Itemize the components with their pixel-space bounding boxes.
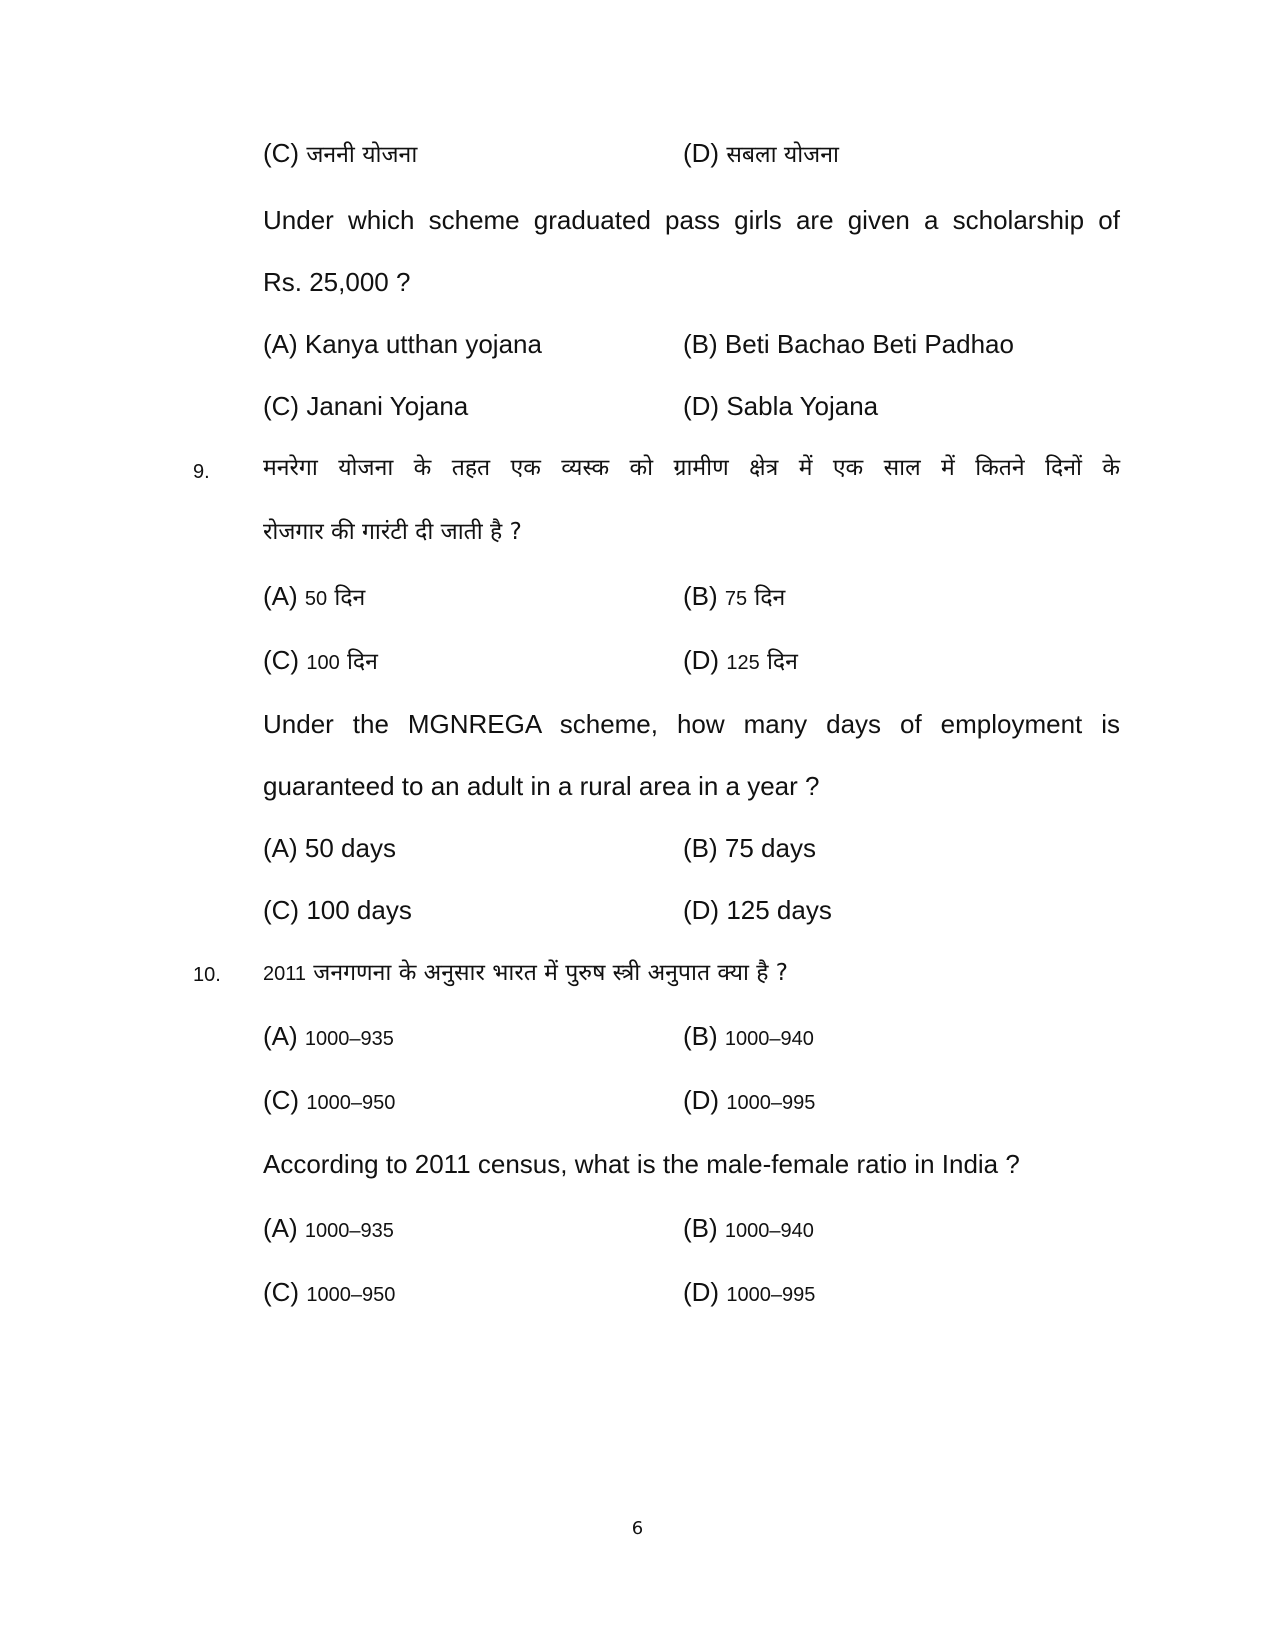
- option-value: 1000–995: [726, 1092, 816, 1114]
- option-label: (D): [683, 1277, 720, 1307]
- question-number-10: 10.: [193, 964, 221, 986]
- option-value: 1000–950: [306, 1092, 396, 1114]
- option-text: सबला योजना: [726, 142, 839, 168]
- option-number: 125: [726, 652, 760, 674]
- q9-hindi-option-a: [263, 580, 365, 615]
- option-label: (C): [263, 138, 300, 168]
- option-label: (C): [263, 1085, 300, 1115]
- q9-english-option-a: (A) 50 days: [263, 833, 396, 863]
- option-text: जननी योजना: [306, 142, 418, 168]
- option-value: 1000–940: [724, 1028, 814, 1050]
- option-value: 1000–935: [304, 1028, 394, 1050]
- q9-hindi-line2: रोजगार की गारंटी दी जाती है ?: [263, 519, 522, 545]
- q10-hindi-text: जनगणना के अनुसार भारत में पुरुष स्त्री अनुपात क्या है ?: [313, 960, 789, 986]
- option-value: 1000–935: [304, 1220, 394, 1242]
- option-number: 75: [724, 588, 748, 610]
- prev-english-option-a: (A) Kanya utthan yojana: [263, 329, 542, 359]
- option-unit: दिन: [334, 585, 366, 611]
- option-unit: दिन: [346, 649, 378, 675]
- q9-hindi-line1: मनरेगा योजना के तहत एक व्यस्क को ग्रामीण क्षेत्र में एक साल में कितने दिनों के: [263, 455, 1120, 481]
- option-label: (D): [683, 1085, 720, 1115]
- option-unit: दिन: [754, 585, 786, 611]
- option-label: (D): [683, 138, 720, 168]
- option-label: (B): [683, 581, 718, 611]
- q9-english-line1: Under the MGNREGA scheme, how many days of employment is: [263, 709, 1120, 739]
- q10-hindi-option-c: [263, 1084, 395, 1119]
- prev-english-option-d: (D) Sabla Yojana: [683, 391, 879, 421]
- q10-english-question: According to 2011 census, what is the male-female ratio in India ?: [263, 1149, 1020, 1179]
- q9-english-option-c: (C) 100 days: [263, 895, 412, 925]
- q10-hindi-question: [263, 955, 788, 990]
- option-number: 100: [306, 652, 340, 674]
- option-label: (C): [263, 1277, 300, 1307]
- option-label: (C): [263, 645, 300, 675]
- option-label: (B): [683, 1213, 718, 1243]
- q10-hindi-option-d: [683, 1084, 815, 1119]
- option-value: 1000–950: [306, 1284, 396, 1306]
- q9-hindi-option-d: [683, 644, 798, 679]
- q10-hindi-year: 2011: [263, 963, 307, 985]
- q10-hindi-option-a: [263, 1020, 394, 1055]
- q10-english-option-c: [263, 1276, 395, 1311]
- q10-hindi-option-b: [683, 1020, 814, 1055]
- q9-english-option-b: (B) 75 days: [683, 833, 816, 863]
- q9-hindi-option-b: [683, 580, 785, 615]
- q10-english-option-b: [683, 1212, 814, 1247]
- option-label: (A): [263, 1213, 298, 1243]
- q10-english-option-a: [263, 1212, 394, 1247]
- q9-english-option-d: (D) 125 days: [683, 895, 832, 925]
- q9-hindi-option-c: [263, 644, 378, 679]
- prev-hindi-option-d: [683, 137, 839, 171]
- option-number: 50: [304, 588, 328, 610]
- page-number: 6: [631, 1518, 644, 1539]
- q10-english-option-d: [683, 1276, 815, 1311]
- prev-english-option-c: (C) Janani Yojana: [263, 391, 469, 421]
- q9-english-line2: guaranteed to an adult in a rural area in a year ?: [263, 771, 820, 801]
- option-label: (D): [683, 645, 720, 675]
- prev-hindi-option-c: [263, 137, 417, 171]
- option-label: (B): [683, 1021, 718, 1051]
- prev-english-question-line1: Under which scheme graduated pass girls are given a scholarship of: [263, 205, 1120, 235]
- option-value: 1000–940: [724, 1220, 814, 1242]
- option-label: (A): [263, 1021, 298, 1051]
- prev-english-option-b: (B) Beti Bachao Beti Padhao: [683, 329, 1014, 359]
- option-label: (A): [263, 581, 298, 611]
- prev-english-question-line2: Rs. 25,000 ?: [263, 267, 411, 297]
- question-number-9: 9.: [193, 461, 210, 483]
- option-unit: दिन: [766, 649, 798, 675]
- option-value: 1000–995: [726, 1284, 816, 1306]
